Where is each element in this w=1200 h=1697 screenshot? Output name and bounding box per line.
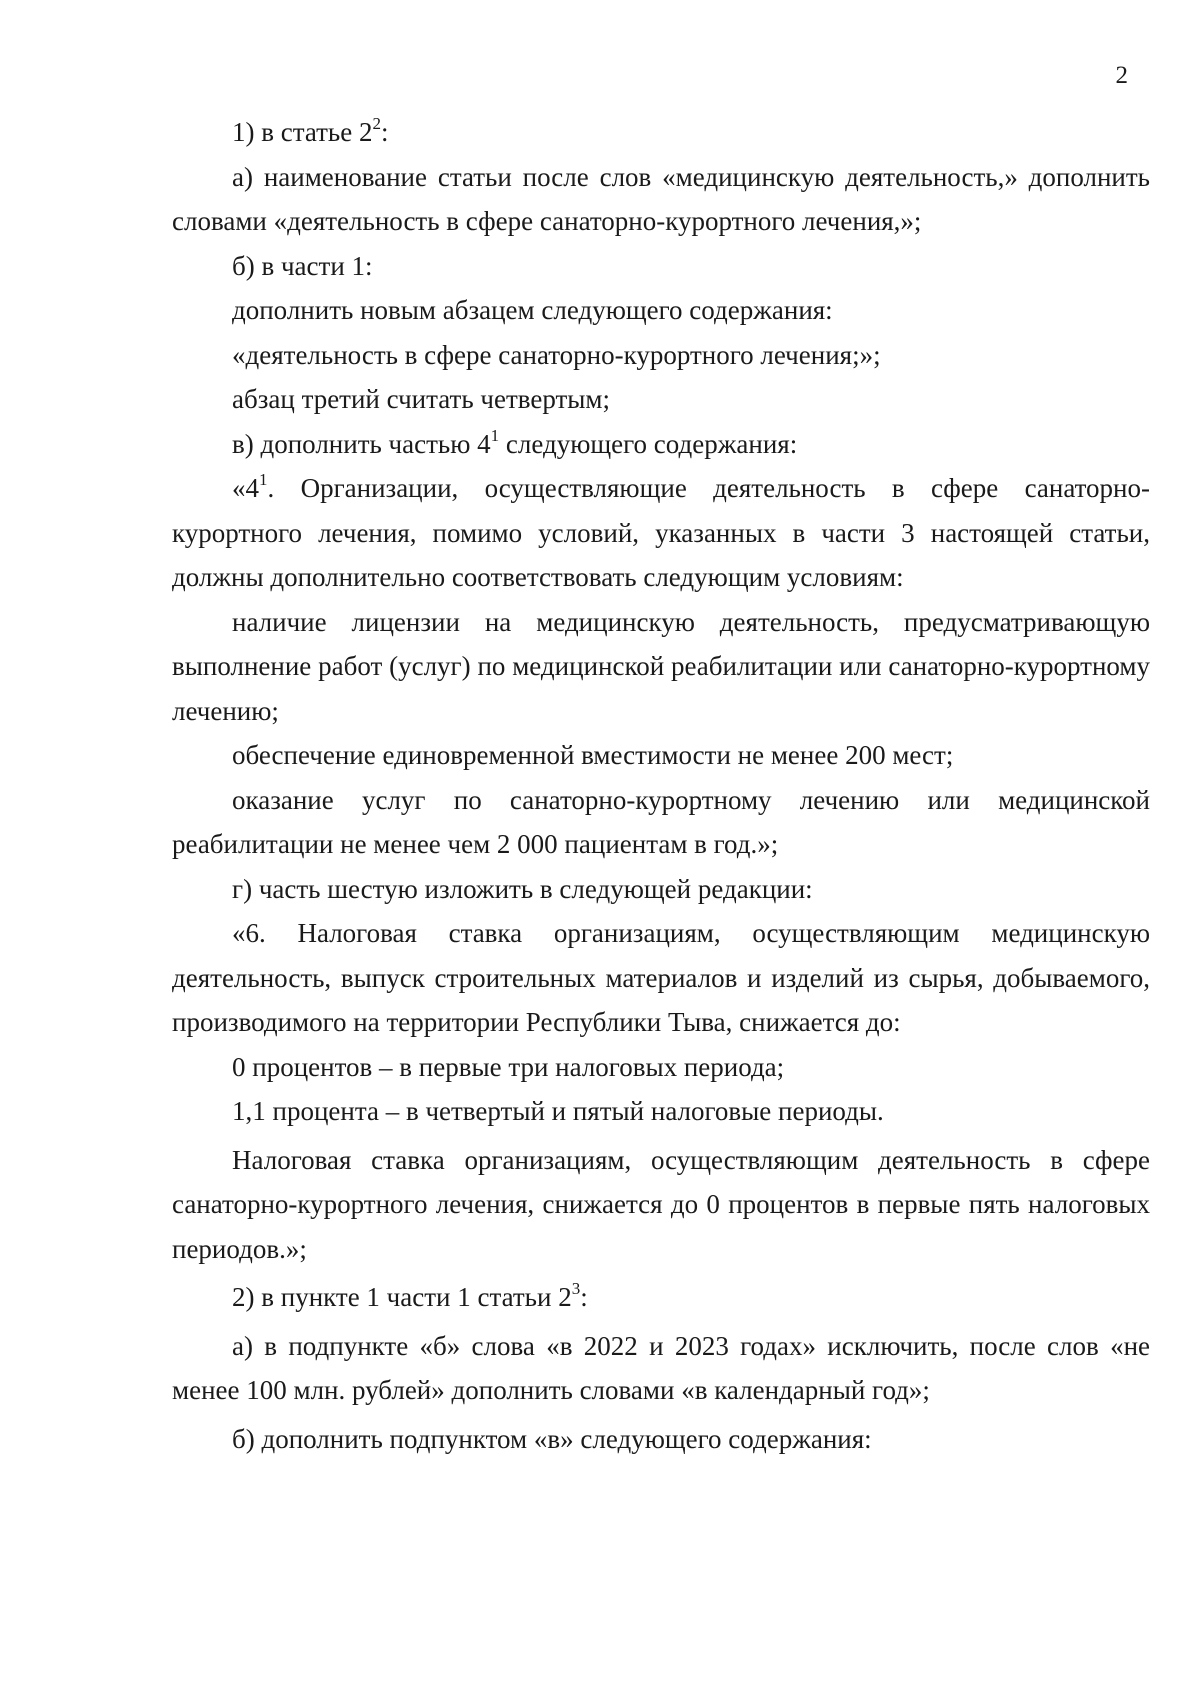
paragraph-6-rate: «6. Налоговая ставка организациям, осуществляющим медицинскую деятельность, выпуск строительных материалов и изделий из сырья, добываемого, производимого на территории Республики Тыва, снижается до: — [172, 918, 1150, 1037]
paragraph-add-new: дополнить новым абзацем следующего содержания: — [232, 295, 833, 325]
paragraph-sanatorium-rate: Налоговая ставка организациям, осуществляющим деятельность в сфере санаторно-курортного лечения, снижается до 0 процентов в первые пять налоговых периодов.»; — [172, 1144, 1150, 1264]
paragraph-capacity: обеспечение единовременной вместимости не менее 200 мест; — [232, 740, 954, 770]
paragraph-0-percent: 0 процентов – в первые три налоговых периода; — [232, 1051, 785, 1082]
paragraph-1-1-percent: 1,1 процента – в четвертый и пятый налоговые периоды. — [232, 1096, 884, 1126]
document-body — [172, 110, 1150, 1461]
paragraph-a-title: а) наименование статьи после слов «медицинскую деятельность,» дополнить словами «деятельность в сфере санаторно-курортного лечения,»; — [172, 161, 1150, 236]
paragraph-subitem-v: б) дополнить подпунктом «в» следующего содержания: — [232, 1423, 872, 1454]
paragraph-article-2-3: 2) в пункте 1 части 1 статьи $2^3$: — [232, 1279, 588, 1312]
paragraph-services: оказание услуг по санаторно-курортному лечению или медицинской реабилитации не менее чем 2 000 пациентам в год.»; — [172, 784, 1150, 859]
paragraph-4-1-text: «$4^1$. Организации, осуществляющие деятельность в сфере санаторно-курортного лечения, помимо условий, указанных в части 3 настоящей статьи, должны дополнительно соответствовать следующим условиям: — [172, 470, 1150, 592]
paragraph-v-part-4-1: в) дополнить частью $4^1$ следующего содержания: — [232, 425, 798, 459]
paragraph-g-part-6: г) часть шестую изложить в следующей редакции: — [232, 873, 813, 904]
paragraph-article-2-2: 1) в статье $2^2$: — [232, 114, 389, 147]
paragraph-license: наличие лицензии на медицинскую деятельность, предусматривающую выполнение работ (услуг) по медицинской реабилитации или санаторно-курортному лечению; — [172, 606, 1150, 726]
paragraph-subitem-b: а) в подпункте «б» слова «в 2022 и 2023 годах» исключить, после слов «не менее 100 млн. рублей» дополнить словами «в календарный год»; — [172, 1330, 1150, 1405]
paragraph-b-part-1: б) в части 1: — [232, 250, 373, 281]
paragraph-new-text: «деятельность в сфере санаторно-курортного лечения;»; — [232, 339, 881, 370]
paragraph-abzac: абзац третий считать четвертым; — [232, 384, 610, 414]
page-number: 2 — [1115, 62, 1128, 89]
